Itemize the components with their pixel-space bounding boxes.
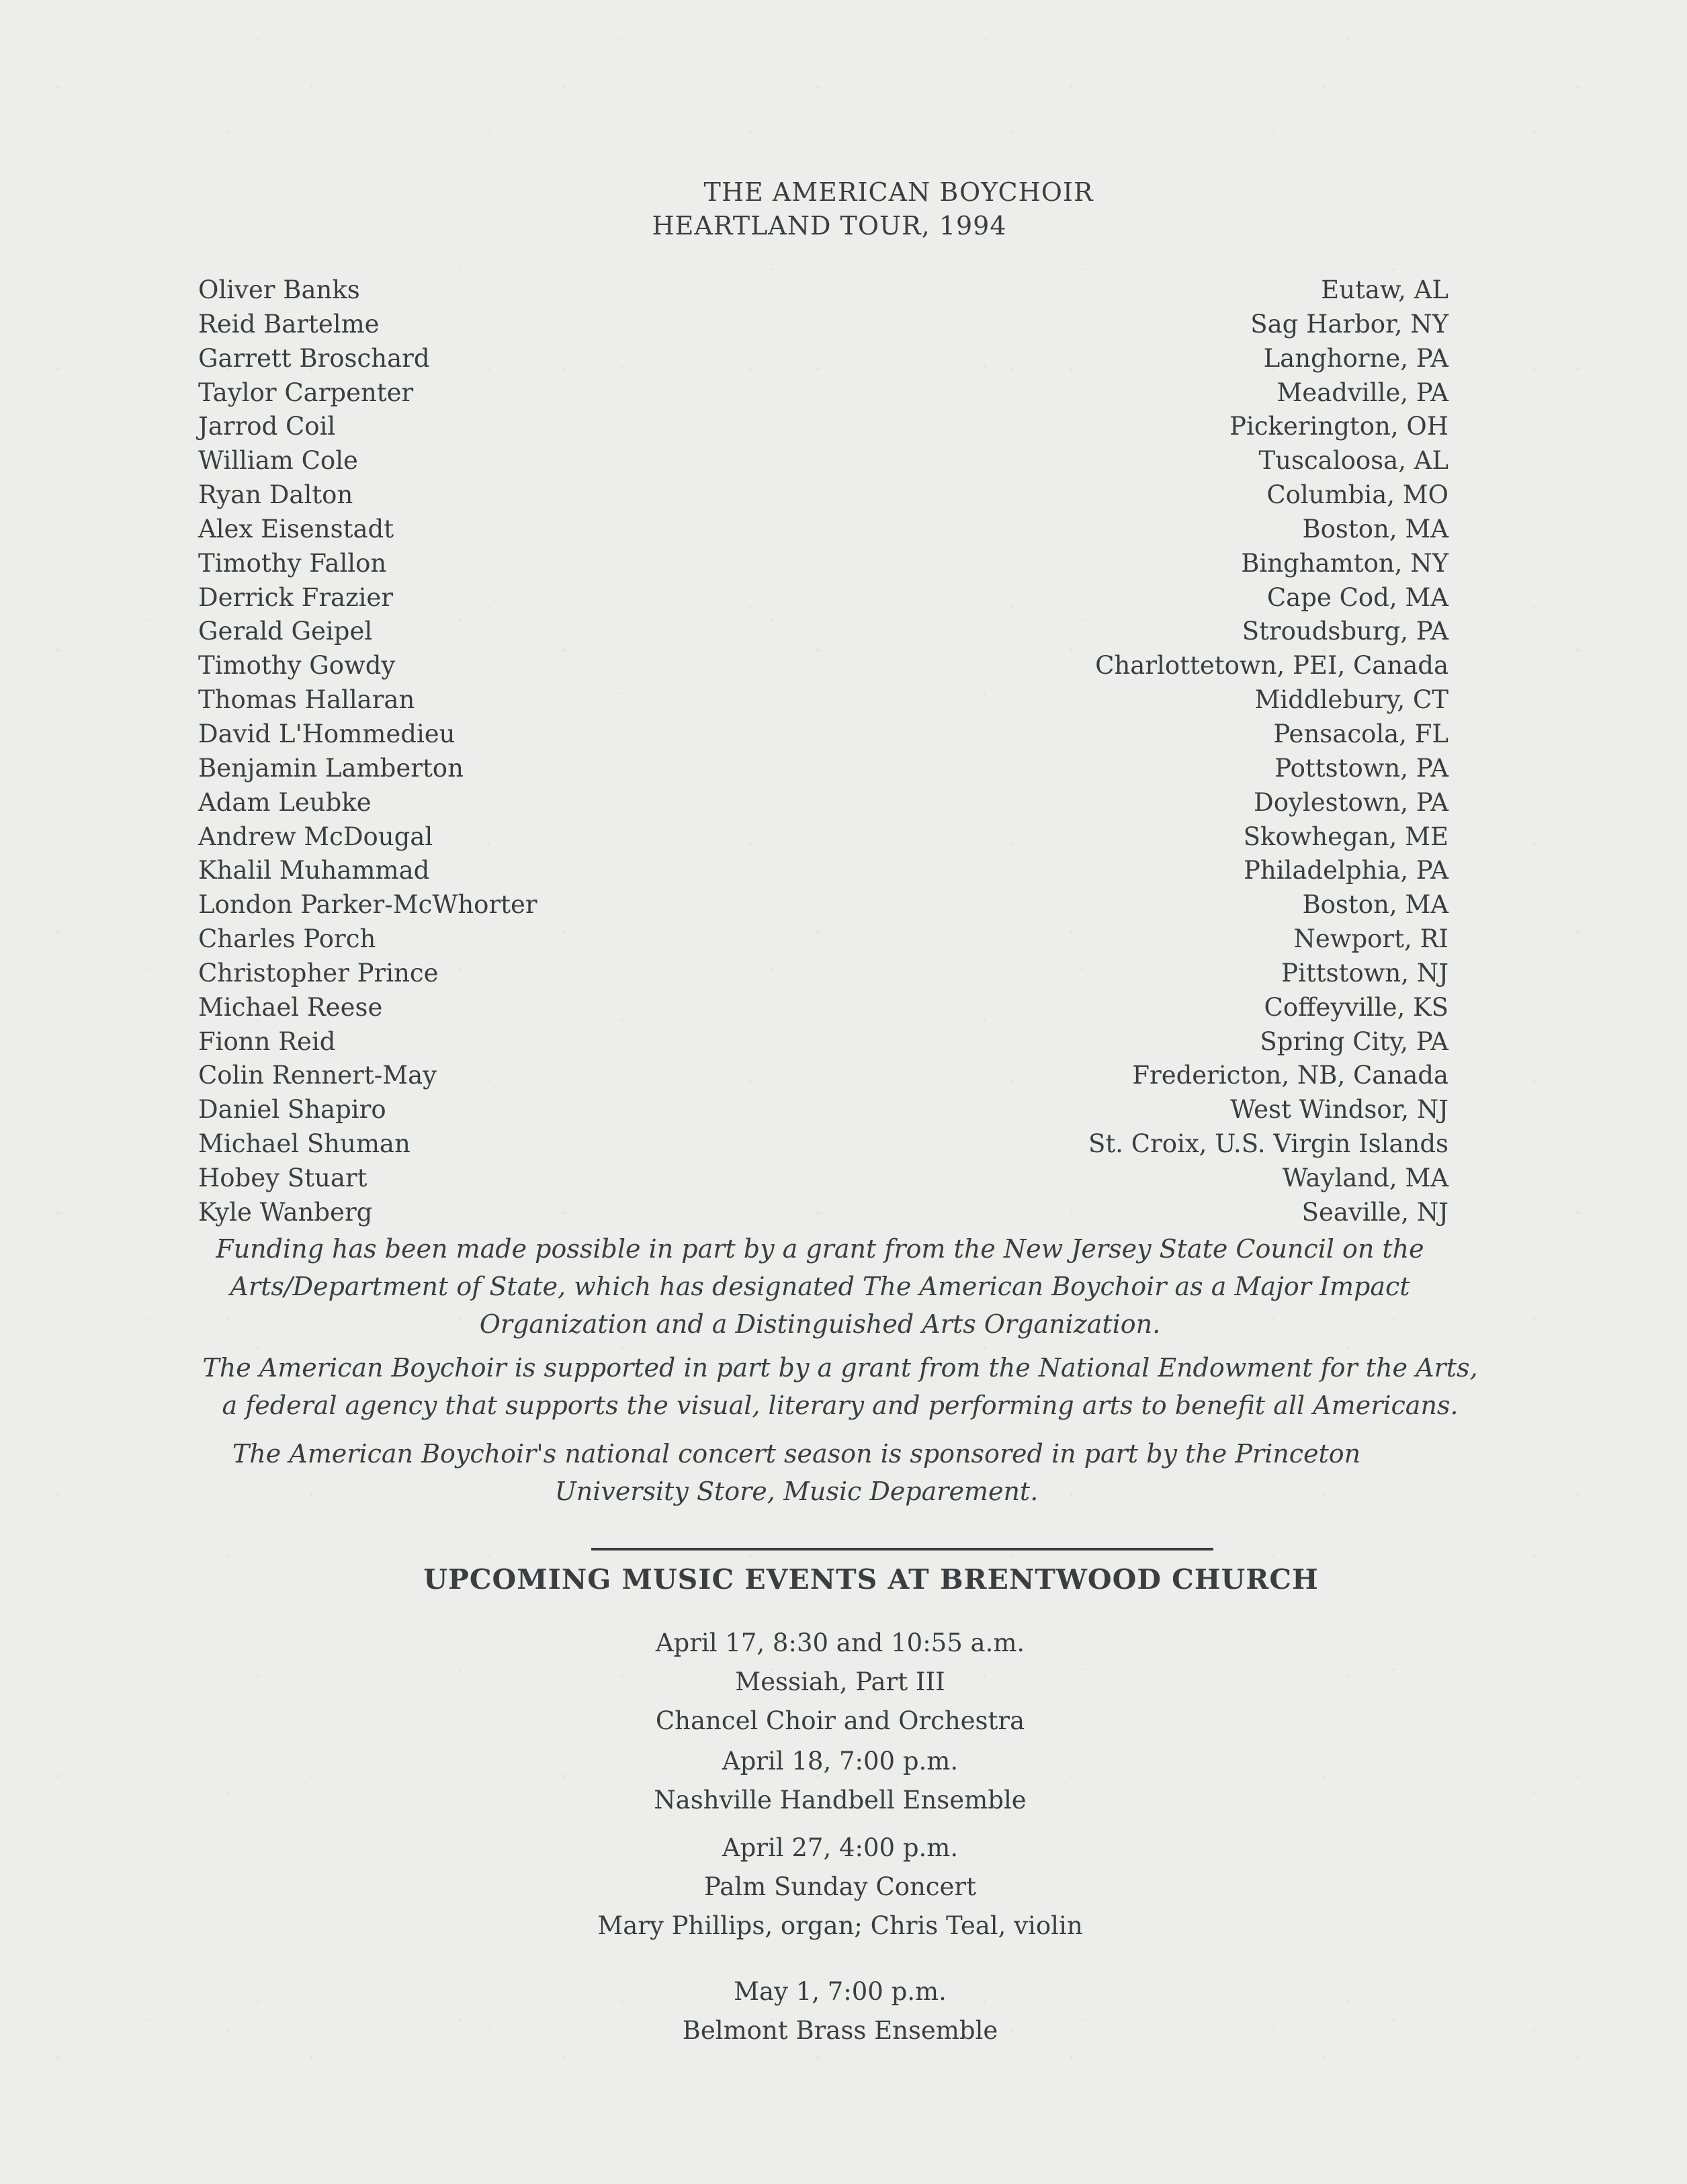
roster-row [198,378,1448,412]
event-line: Messiah, Part III [735,1667,945,1696]
roster-row [198,617,1448,651]
roster-row [198,1061,1448,1095]
chorister-name: Khalil Muhammad [198,856,430,885]
chorister-hometown: Pittstown, NJ [1281,958,1448,988]
event-line: Palm Sunday Concert [704,1872,976,1901]
funding-paragraph-1 [0,1230,1663,1343]
chorister-name: Michael Shuman [198,1129,410,1159]
chorister-hometown: Skowhegan, ME [1243,822,1448,851]
roster-row [198,446,1448,480]
chorister-name: David L'Hommedieu [198,719,456,748]
page-title-line2: HEARTLAND TOUR, 1994 [652,211,1007,241]
chorister-hometown: Wayland, MA [1282,1163,1448,1192]
roster-row [198,583,1448,617]
chorister-name: Oliver Banks [198,275,360,304]
funding-paragraph-3 [0,1435,1640,1510]
roster-row [198,275,1448,310]
roster-row [198,754,1448,788]
roster-row [198,1129,1448,1164]
chorister-hometown: Binghamton, NY [1241,548,1448,578]
event-block-april-18 [0,1742,1684,1820]
section-divider [591,1548,1213,1550]
chorister-name: Reid Bartelme [198,309,380,339]
roster-row [198,515,1448,549]
roster-row [198,719,1448,754]
chorister-name: Charles Porch [198,924,376,954]
chorister-hometown: Pottstown, PA [1274,753,1448,783]
chorister-name: Michael Reese [198,992,383,1022]
roster-row [198,1027,1448,1061]
chorister-hometown: St. Croix, U.S. Virgin Islands [1088,1129,1448,1159]
chorister-hometown: Columbia, MO [1266,480,1448,510]
chorister-hometown: Pensacola, FL [1273,719,1448,748]
roster-row [198,993,1448,1027]
chorister-hometown: Langhorne, PA [1263,343,1448,373]
chorister-name: Garrett Broschard [198,343,430,373]
roster-row [198,310,1448,344]
chorister-hometown: Spring City, PA [1260,1027,1448,1056]
chorister-name: Daniel Shapiro [198,1095,386,1125]
chorister-name: Gerald Geipel [198,617,373,646]
roster-row [198,1198,1448,1232]
roster-row [198,549,1448,583]
roster-row [198,412,1448,446]
chorister-hometown: Stroudsburg, PA [1242,617,1448,646]
chorister-hometown: Seaville, NJ [1301,1197,1448,1227]
event-block-april-27 [0,1829,1684,1946]
event-block-april-17 [0,1624,1684,1741]
chorister-hometown: Eutaw, AL [1321,275,1448,304]
funding-paragraph-2 [0,1349,1684,1424]
chorister-hometown: Boston, MA [1302,890,1448,920]
event-line: Belmont Brass Ensemble [682,2016,998,2045]
roster-list [198,275,1448,1232]
roster-row [198,924,1448,959]
chorister-name: Ryan Dalton [198,480,353,510]
chorister-name: Hobey Stuart [198,1163,367,1192]
roster-row [198,480,1448,515]
chorister-hometown: Cape Cod, MA [1266,582,1448,612]
chorister-name: Andrew McDougal [198,822,433,851]
chorister-name: Thomas Hallaran [198,685,415,715]
chorister-hometown: Pickerington, OH [1229,412,1448,441]
roster-row [198,1095,1448,1129]
funding-line: The American Boychoir's national concert season is sponsored in part by the Princeton [232,1439,1361,1469]
chorister-hometown: Philadelphia, PA [1243,856,1448,885]
chorister-name: Timothy Gowdy [198,651,396,681]
page-title [0,175,1687,243]
roster-row [198,1164,1448,1198]
event-line: Chancel Choir and Orchestra [655,1706,1025,1735]
roster-row [198,344,1448,378]
chorister-name: Derrick Frazier [198,582,394,612]
chorister-name: William Cole [198,446,358,476]
chorister-name: Benjamin Lamberton [198,753,464,783]
funding-line: a federal agency that supports the visual, literary and performing arts to benefit all Americans. [222,1391,1459,1420]
events-heading: UPCOMING MUSIC EVENTS AT BRENTWOOD CHURCH [423,1563,1319,1596]
roster-row [198,959,1448,993]
chorister-hometown: Fredericton, NB, Canada [1132,1061,1448,1090]
event-line: April 18, 7:00 p.m. [722,1747,959,1776]
funding-line: University Store, Music Deparement. [554,1477,1039,1506]
funding-line: Organization and a Distinguished Arts Organization. [479,1309,1161,1339]
funding-line: Funding has been made possible in part by a grant from the New Jersey State Council on the [216,1234,1424,1264]
event-line: April 17, 8:30 and 10:55 a.m. [655,1628,1025,1657]
chorister-hometown: Meadville, PA [1277,378,1448,407]
event-line: May 1, 7:00 p.m. [734,1977,947,2006]
chorister-name: Fionn Reid [198,1027,336,1056]
event-line: April 27, 4:00 p.m. [722,1833,959,1862]
event-line: Nashville Handbell Ensemble [654,1786,1027,1815]
chorister-hometown: Doylestown, PA [1254,787,1448,817]
chorister-name: Alex Eisenstadt [198,514,394,543]
chorister-hometown: Tuscaloosa, AL [1258,446,1448,476]
roster-row [198,856,1448,890]
chorister-name: Taylor Carpenter [198,378,414,407]
chorister-hometown: Charlottetown, PEI, Canada [1095,651,1448,681]
chorister-name: London Parker-McWhorter [198,890,537,920]
funding-notes [0,1230,1687,1510]
funding-line: Arts/Department of State, which has designated The American Boychoir as a Major Impact [230,1272,1410,1301]
funding-line: The American Boychoir is supported in part by a grant from the National Endowment for the Arts, [202,1353,1478,1383]
events-list [0,1624,1684,2050]
chorister-name: Christopher Prince [198,958,439,988]
chorister-hometown: West Windsor, NJ [1230,1095,1448,1125]
chorister-name: Kyle Wanberg [198,1197,373,1227]
chorister-hometown: Newport, RI [1293,924,1448,954]
chorister-name: Jarrod Coil [198,412,336,441]
chorister-hometown: Boston, MA [1302,514,1448,543]
event-line: Mary Phillips, organ; Chris Teal, violin [597,1911,1083,1940]
event-block-may-1 [0,1972,1684,2050]
roster-row [198,685,1448,719]
chorister-name: Timothy Fallon [198,548,387,578]
roster-row [198,788,1448,822]
chorister-name: Colin Rennert-May [198,1061,437,1090]
chorister-hometown: Sag Harbor, NY [1250,309,1448,339]
chorister-name: Adam Leubke [198,787,372,817]
chorister-hometown: Middlebury, CT [1254,685,1448,715]
page-title-line1: THE AMERICAN BOYCHOIR [703,177,1094,207]
roster-row [198,822,1448,857]
roster-row [198,651,1448,685]
chorister-hometown: Coffeyville, KS [1264,992,1448,1022]
roster-row [198,890,1448,924]
